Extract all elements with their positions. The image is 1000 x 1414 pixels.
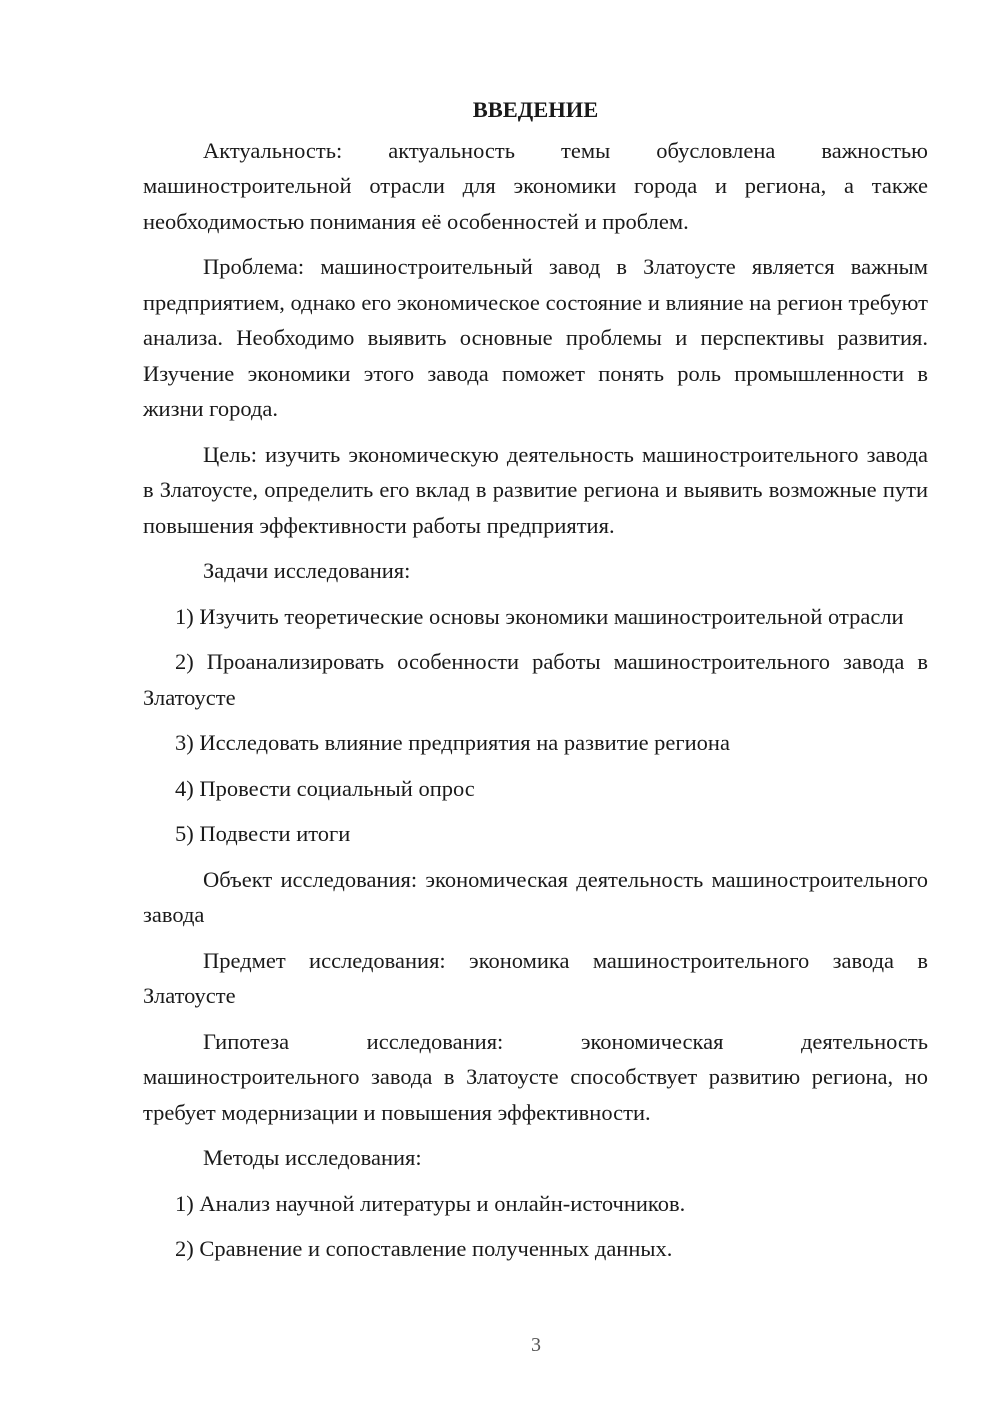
method-item: 1) Анализ научной литературы и онлайн-источников.: [175, 1190, 686, 1216]
subject-paragraph: Предмет исследования: экономика машиностроительного завода в Златоусте: [143, 947, 928, 1008]
section-heading: ВВЕДЕНИЕ: [472, 97, 599, 122]
goal-paragraph: Цель: изучить экономическую деятельность машиностроительного завода в Златоусте, определить его вклад в развитие региона и выявить возможные пути повышения эффективности работы предприятия.: [143, 441, 928, 538]
task-item: 4) Провести социальный опрос: [175, 775, 475, 801]
page-number: 3: [531, 1334, 541, 1356]
task-item: 3) Исследовать влияние предприятия на развитие региона: [175, 730, 730, 755]
task-item: 5) Подвести итоги: [175, 821, 351, 846]
object-paragraph: Объект исследования: экономическая деятельность машиностроительного завода: [143, 866, 928, 927]
tasks-title: Задачи исследования:: [203, 558, 411, 583]
methods-title: Методы исследования:: [203, 1145, 422, 1170]
task-item: 2) Проанализировать особенности работы машиностроительного завода в Златоусте: [143, 649, 928, 710]
method-item: 2) Сравнение и сопоставление полученных данных.: [175, 1236, 673, 1261]
task-item: 1) Изучить теоретические основы экономики машиностроительной отрасли: [175, 603, 904, 629]
relevance-paragraph: Актуальность: актуальность темы обусловлена важностью машиностроительной отрасли для экономики города и региона, а также необходимостью понимания её особенностей и проблем.: [143, 137, 928, 234]
hypothesis-paragraph: Гипотеза исследования: экономическая деятельность машиностроительного завода в Златоусте способствует развитию региона, но требует модернизации и повышения эффективности.: [143, 1028, 928, 1125]
document-body: [143, 92, 928, 1277]
problem-paragraph: Проблема: машиностроительный завод в Златоусте является важным предприятием, однако его экономическое состояние и влияние на регион требуют анализа. Необходимо выявить основные проблемы и перспективы развития. Изучение экономики этого завода поможет понять роль промышленности в жизни города.: [143, 254, 928, 421]
